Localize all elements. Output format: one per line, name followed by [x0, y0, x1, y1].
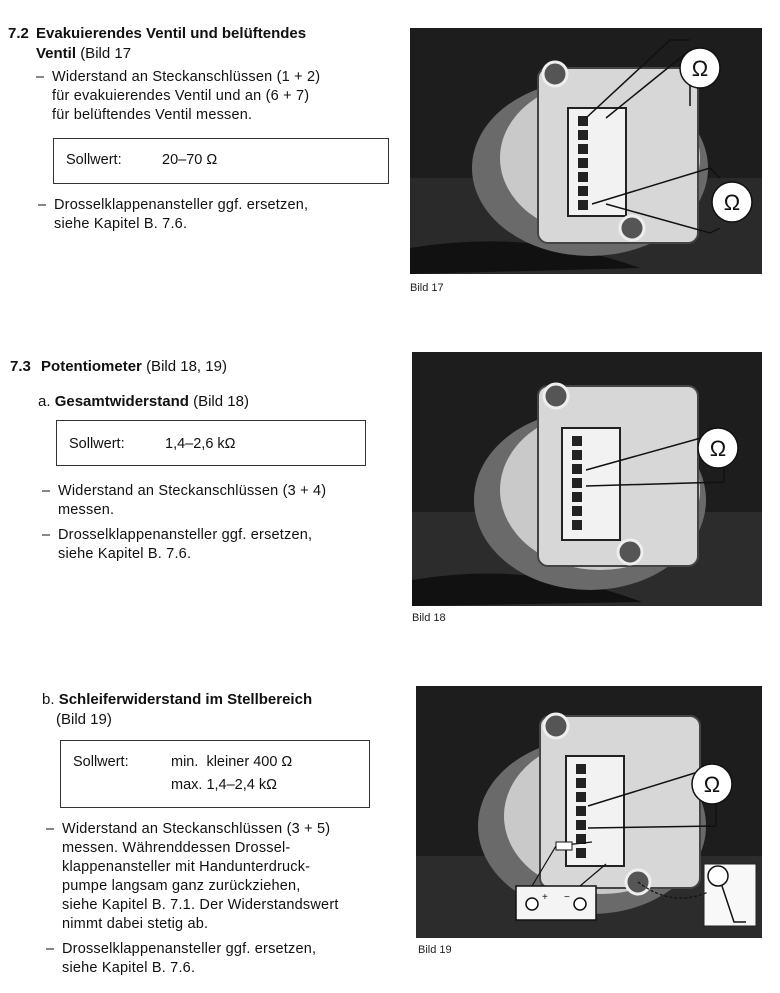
battery-minus: −: [564, 892, 570, 903]
sollwert-value-min: min. kleiner 400 Ω: [171, 754, 293, 770]
sollwert-box-7-2: [53, 138, 389, 184]
subsection-letter: b.: [42, 691, 55, 708]
bullet-dash: –: [36, 69, 45, 85]
section-number: 7.3: [10, 358, 31, 375]
subsection-b-title: [42, 690, 312, 709]
figure-18-photo: [412, 352, 762, 606]
bullet-line: Drosselklappenansteller ggf. ersetzen,: [62, 941, 317, 957]
section-title-bold: Evakuierendes Ventil und belüftendes: [36, 25, 307, 42]
subsection-a-title: [38, 392, 249, 411]
bullet-line: Widerstand an Steckanschlüssen (1 + 2): [52, 69, 321, 85]
figure-19-photo: [416, 686, 762, 938]
ohm-symbol: Ω: [691, 56, 709, 81]
subsection-letter: a.: [38, 393, 51, 410]
bullet-line: Drosselklappenansteller ggf. ersetzen,: [58, 527, 313, 543]
figure-reference: (Bild 18): [193, 393, 249, 410]
bullet-line: siehe Kapitel B. 7.6.: [62, 960, 196, 976]
ohm-symbol: Ω: [703, 772, 721, 797]
section-7-2-title-line2: [36, 44, 131, 63]
bullet-line: siehe Kapitel B. 7.6.: [58, 546, 192, 562]
subsection-b-ref: [56, 710, 112, 729]
subsection-title-bold: Schleiferwiderstand im Stellbereich: [58, 691, 313, 708]
bullet-line: siehe Kapitel B. 7.6.: [54, 216, 188, 232]
sollwert-box-a: [56, 420, 366, 466]
throttle-actuator-illustration: [410, 28, 762, 274]
bullet-line: klappenansteller mit Handunterdruck-: [62, 859, 311, 875]
bullet-line: messen.: [58, 502, 115, 518]
ohm-symbol: Ω: [709, 436, 727, 461]
bullet-line: messen. Währenddessen Drossel-: [62, 840, 291, 856]
bullet-line: pumpe langsam ganz zurückziehen,: [62, 878, 301, 894]
sollwert-value-max: max. 1,4–2,4 kΩ: [171, 777, 277, 793]
section-7-2-title: [8, 24, 307, 43]
subsection-title-bold: Gesamtwiderstand: [54, 393, 189, 410]
sollwert-box-b: [60, 740, 370, 808]
bullet-line: Drosselklappenansteller ggf. ersetzen,: [54, 197, 309, 213]
bullet-line: für belüftendes Ventil messen.: [52, 107, 253, 123]
bullet-line: Widerstand an Steckanschlüssen (3 + 5): [62, 821, 331, 837]
figure-18-caption: Bild 18: [412, 612, 446, 624]
sollwert-label: Sollwert:: [66, 152, 122, 168]
section-title-bold: Potentiometer: [41, 358, 142, 375]
ohm-symbol: Ω: [723, 190, 741, 215]
section-7-3-title: [10, 357, 227, 376]
bullet-line: für evakuierendes Ventil und an (6 + 7): [52, 88, 310, 104]
bullet-line: siehe Kapitel B. 7.1. Der Widerstandswert: [62, 897, 339, 913]
bullet-dash: –: [46, 941, 55, 957]
sollwert-value: 20–70 Ω: [162, 152, 218, 168]
battery-plus: +: [542, 892, 548, 903]
bullet-dash: –: [46, 821, 55, 837]
figure-19-caption: Bild 19: [418, 944, 452, 956]
bullet-dash: –: [38, 197, 47, 213]
figure-reference: (Bild 17: [80, 45, 132, 62]
bullet-dash: –: [42, 483, 51, 499]
bullet-dash: –: [42, 527, 51, 543]
bullet-line: nimmt dabei stetig ab.: [62, 916, 209, 932]
section-title-bold-line2: Ventil: [36, 45, 77, 62]
figure-17-caption: Bild 17: [410, 282, 444, 294]
throttle-actuator-illustration: [416, 686, 762, 938]
figure-17-photo: [410, 28, 762, 274]
bullet-line: Widerstand an Steckanschlüssen (3 + 4): [58, 483, 327, 499]
figure-reference: (Bild 18, 19): [146, 358, 227, 375]
sollwert-label: Sollwert:: [73, 754, 129, 770]
section-number: 7.2: [8, 25, 29, 42]
figure-reference: (Bild 19): [56, 711, 112, 728]
throttle-actuator-illustration: [412, 352, 762, 606]
sollwert-value: 1,4–2,6 kΩ: [165, 436, 236, 452]
sollwert-label: Sollwert:: [69, 436, 125, 452]
